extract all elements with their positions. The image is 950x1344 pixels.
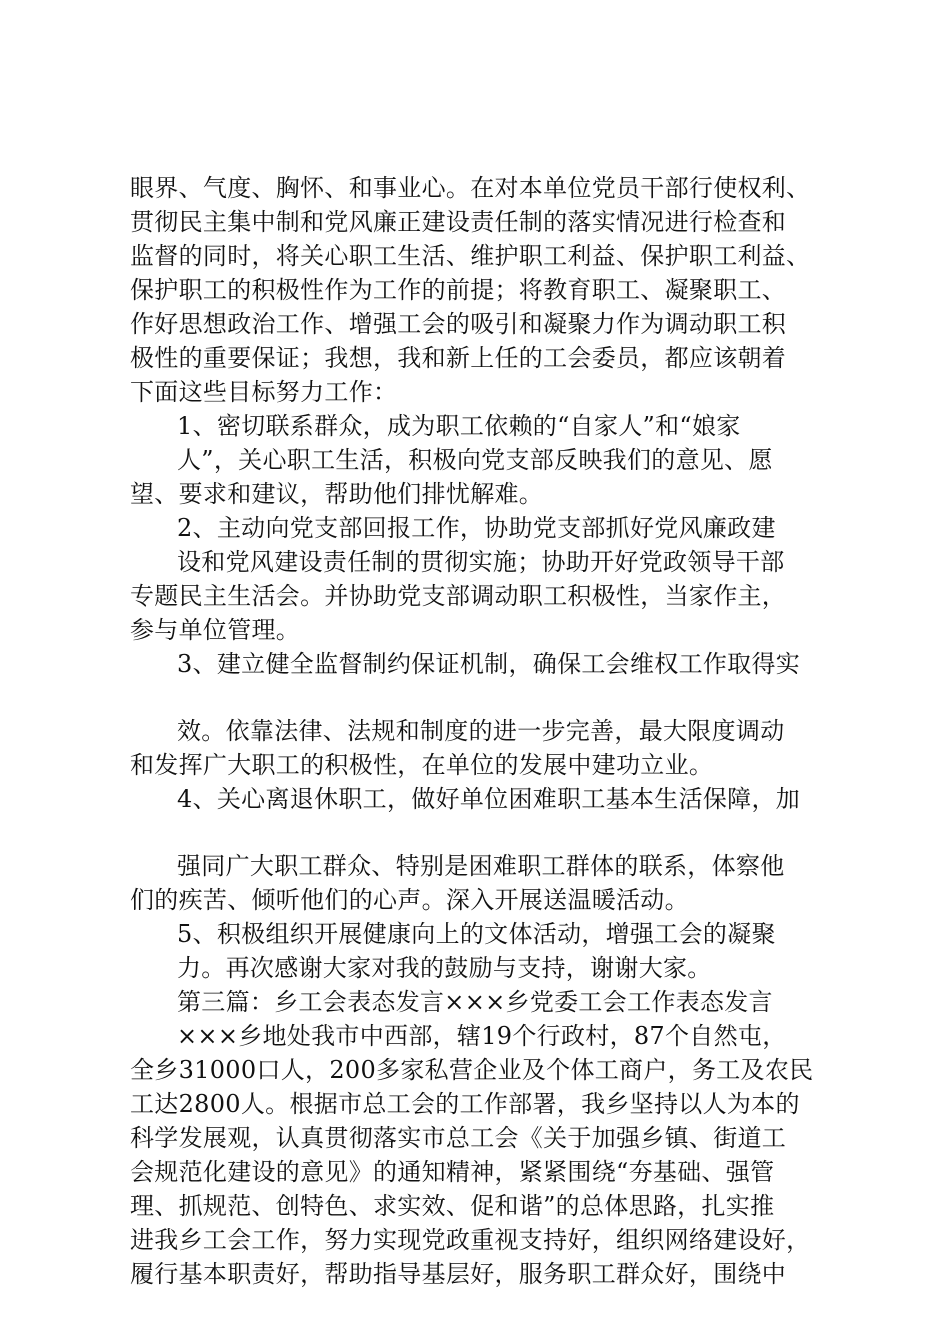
text-line-2: 贯彻民主集中制和党风廉正建设责任制的落实情况进行检查和 <box>130 208 787 236</box>
text-line-25: 全乡31000口人，200多家私营企业及个体工商户，务工及农民 <box>130 1056 814 1084</box>
text-line-23: 第三篇：乡工会表态发言×××乡党委工会工作表态发言 <box>177 988 773 1016</box>
text-line-1: 眼界、气度、胸怀、和事业心。在对本单位党员干部行使权利、 <box>130 174 811 202</box>
text-line-20: 们的疾苦、倾听他们的心声。深入开展送温暖活动。 <box>130 886 689 914</box>
text-line-13: 专题民主生活会。并协助党支部调动职工积极性，当家作主， <box>130 582 787 610</box>
text-line-5: 作好思想政治工作、增强工会的吸引和凝聚力作为调动职工积 <box>130 310 787 338</box>
text-line-7: 下面这些目标努力工作： <box>130 378 398 406</box>
text-line-24: ×××乡地处我市中西部，辖19个行政村，87个自然屯， <box>177 1022 787 1050</box>
text-line-27: 科学发展观，认真贯彻落实市总工会《关于加强乡镇、街道工 <box>130 1124 787 1152</box>
text-line-16: 效。依靠法律、法规和制度的进一步完善，最大限度调动 <box>177 717 785 745</box>
text-line-11: 2、主动向党支部回报工作，协助党支部抓好党风廉政建 <box>177 514 776 542</box>
text-line-14: 参与单位管理。 <box>130 616 301 644</box>
text-line-15: 3、建立健全监督制约保证机制，确保工会维权工作取得实 <box>177 650 801 678</box>
text-line-9: 人”，关心职工生活，积极向党支部反映我们的意见、愿 <box>177 446 773 474</box>
text-line-4: 保护职工的积极性作为工作的前提；将教育职工、凝聚职工、 <box>130 276 787 304</box>
text-line-3: 监督的同时，将关心职工生活、维护职工利益、保护职工利益、 <box>130 242 811 270</box>
text-line-21: 5、积极组织开展健康向上的文体活动，增强工会的凝聚 <box>177 920 776 948</box>
text-line-6: 极性的重要保证；我想，我和新上任的工会委员，都应该朝着 <box>130 344 787 372</box>
text-line-17: 和发挥广大职工的积极性，在单位的发展中建功立业。 <box>130 751 714 779</box>
text-line-28: 会规范化建设的意见》的通知精神，紧紧围绕“夯基础、强管 <box>130 1158 775 1186</box>
text-line-30: 进我乡工会工作，努力实现党政重视支持好，组织网络建设好， <box>130 1226 811 1254</box>
text-line-31: 履行基本职责好，帮助指导基层好，服务职工群众好，围绕中 <box>130 1260 787 1288</box>
text-line-12: 设和党风建设责任制的贯彻实施；协助开好党政领导干部 <box>177 548 785 576</box>
text-line-10: 望、要求和建议，帮助他们排忧解难。 <box>130 480 544 508</box>
text-line-19: 强同广大职工群众、特别是困难职工群体的联系，体察他 <box>177 852 785 880</box>
text-line-8: 1、密切联系群众，成为职工依赖的“自家人”和“娘家 <box>177 412 741 440</box>
text-line-18: 4、关心离退休职工，做好单位困难职工基本生活保障，加 <box>177 785 801 813</box>
text-line-29: 理、抓规范、创特色、求实效、促和谐”的总体思路，扎实推 <box>130 1192 775 1220</box>
text-line-26: 工达2800人。根据市总工会的工作部署，我乡坚持以人为本的 <box>130 1090 800 1118</box>
text-line-22: 力。再次感谢大家对我的鼓励与支持，谢谢大家。 <box>177 954 712 982</box>
